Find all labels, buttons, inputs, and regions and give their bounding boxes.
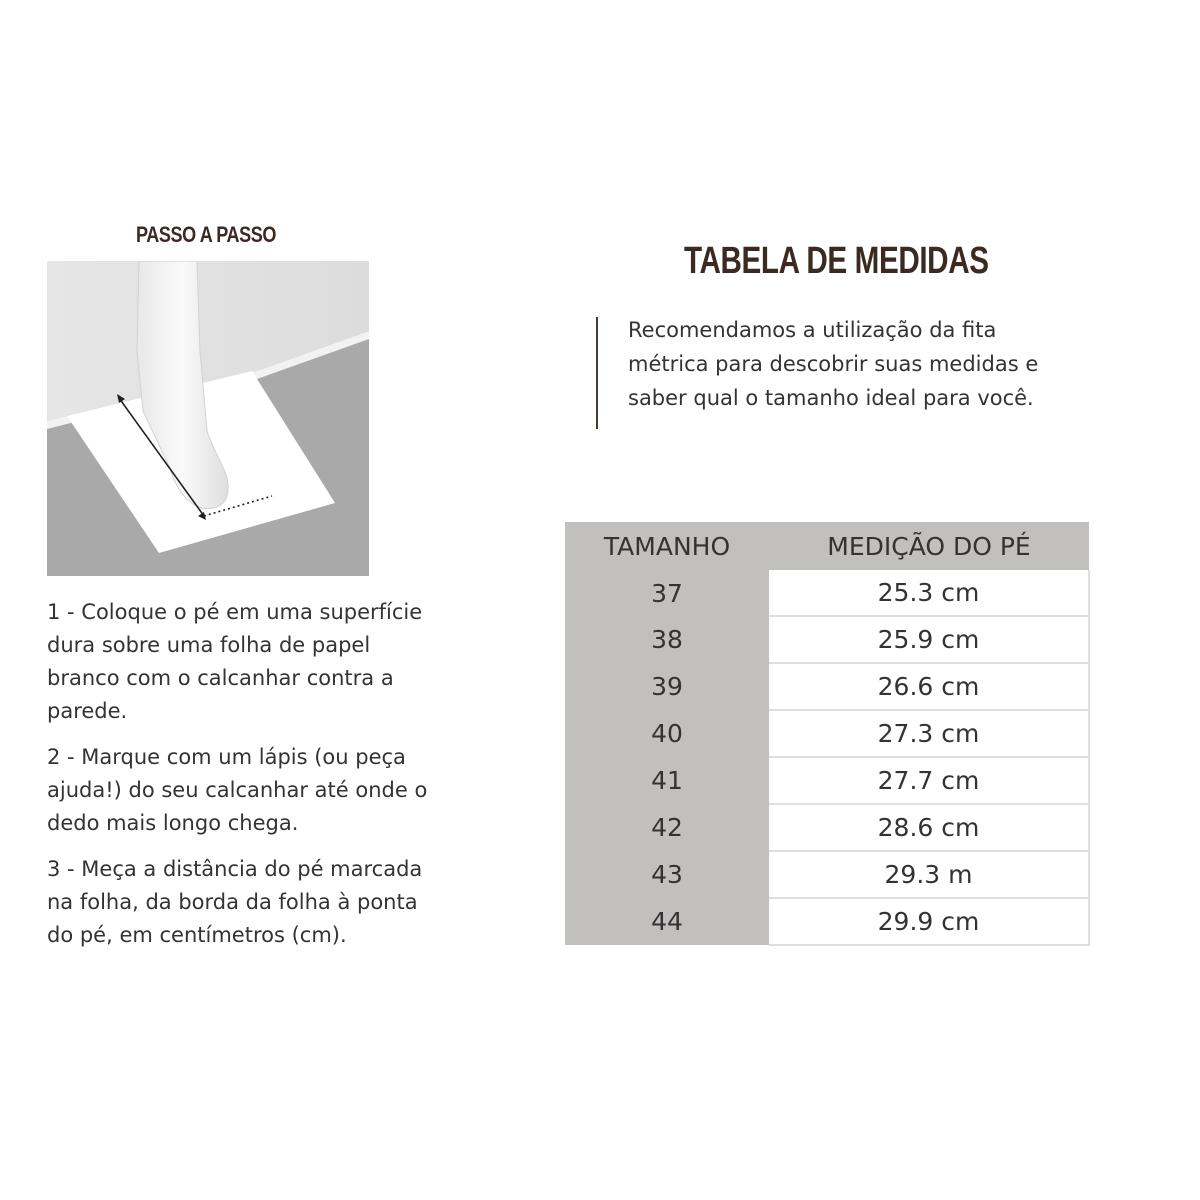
measure-cell: 29.3 m	[769, 851, 1089, 898]
measure-cell: 27.7 cm	[769, 757, 1089, 804]
size-cell: 41	[565, 757, 769, 804]
measure-cell: 29.9 cm	[769, 898, 1089, 945]
size-cell: 44	[565, 898, 769, 945]
step-2-text: 2 - Marque com um lápis (ou peça ajuda!) do seu calcanhar até onde o dedo mais longo chega.	[47, 745, 428, 835]
steps-list	[47, 596, 447, 965]
measure-cell: 26.6 cm	[769, 663, 1089, 710]
size-cell: 42	[565, 804, 769, 851]
size-cell: 38	[565, 616, 769, 663]
step-3-text: 3 - Meça a distância do pé marcada na folha, da borda da folha à ponta do pé, em centímetros (cm).	[47, 857, 423, 947]
intro-text: Recomendamos a utilização da fita métrica para descobrir suas medidas e saber qual o tamanho ideal para você.	[628, 318, 1039, 410]
measure-cell: 25.3 cm	[769, 570, 1089, 616]
table-row	[565, 616, 1089, 663]
step-1-text: 1 - Coloque o pé em uma superfície dura sobre uma folha de papel branco com o calcanhar contra a parede.	[47, 600, 423, 723]
measure-cell: 28.6 cm	[769, 804, 1089, 851]
steps-title: PASSO A PASSO	[136, 222, 277, 247]
size-cell: 43	[565, 851, 769, 898]
measure-cell: 27.3 cm	[769, 710, 1089, 757]
table-row	[565, 570, 1089, 616]
table-row	[565, 804, 1089, 851]
size-cell: 40	[565, 710, 769, 757]
table-row	[565, 851, 1089, 898]
size-cell: 37	[565, 570, 769, 616]
table-header-row	[565, 522, 1089, 570]
size-cell: 39	[565, 663, 769, 710]
table-row	[565, 663, 1089, 710]
table-row	[565, 710, 1089, 757]
header-size: TAMANHO	[565, 522, 769, 570]
size-table-title: TABELA DE MEDIDAS	[684, 240, 989, 282]
header-measure: MEDIÇÃO DO PÉ	[769, 522, 1089, 570]
table-body	[565, 570, 1089, 945]
measure-cell: 25.9 cm	[769, 616, 1089, 663]
table-row	[565, 898, 1089, 945]
foot-measurement-photo	[47, 261, 369, 576]
intro-accent-bar	[596, 317, 598, 429]
table-row	[565, 757, 1089, 804]
size-chart-table	[565, 522, 1090, 946]
